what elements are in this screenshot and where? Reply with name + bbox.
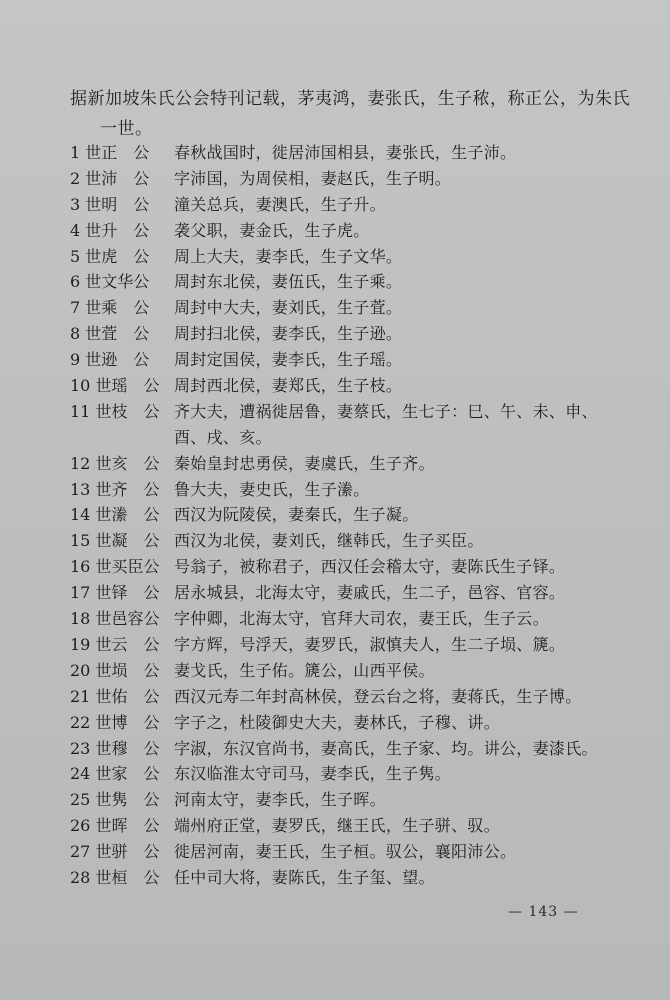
entry-text: 西汉为北侯，妻刘氏，继韩氏，生子买臣。 [174,531,484,551]
entry-row [70,528,630,554]
entry-row [70,839,630,865]
entry-row [70,140,630,166]
generation-label: 22 世博 公 [70,712,160,732]
entry-text: 齐大夫，遭祸徙居鲁，妻蔡氏，生七子：巳、午、未、申、酉、戌、亥。 [174,401,598,447]
entry-row [70,218,630,244]
entry-row [70,295,630,321]
generation-label: 14 世潫 公 [70,505,160,525]
generation-label: 21 世佑 公 [70,686,160,706]
entry-row [70,399,630,451]
generation-label: 27 世骈 公 [70,842,160,862]
generation-label: 23 世穆 公 [70,738,160,758]
entry-text: 字淑，东汉官尚书，妻高氏，生子家、均。讲公，妻漆氏。 [174,738,598,758]
entry-text: 字方辉，号浮天，妻罗氏，淑慎夫人，生二子埙、篪。 [174,634,566,654]
entry-text: 河南太守，妻李氏，生子晖。 [174,790,386,810]
generation-label: 18 世邑容公 [70,609,160,629]
entry-text: 秦始皇封忠勇侯，妻虞氏，生子齐。 [174,453,435,473]
entry-row [70,347,630,373]
generation-label: 24 世家 公 [70,764,160,784]
entry-text: 端州府正堂，妻罗氏，继王氏，生子骈、驭。 [174,816,501,836]
entry-text: 西汉元寿二年封高林侯，登云台之将，妻蒋氏，生子博。 [174,686,582,706]
generation-label: 9 世逊 公 [70,350,150,370]
entry-text: 字仲卿，北海太守，官拜大司农，妻王氏，生子云。 [174,609,549,629]
generation-label: 26 世晖 公 [70,816,160,836]
intro-line-1: 据新加坡朱氏公会特刊记载，茅夷鸿，妻张氏，生子秾，称正公，为朱氏 [70,89,630,109]
entry-row [70,554,630,580]
entry-text: 东汉临淮太守司马，妻李氏，生子隽。 [174,764,452,784]
entry-row [70,813,630,839]
entry-text: 徙居河南，妻王氏，生子桓。驭公，襄阳沛公。 [174,842,517,862]
generation-label: 2 世沛 公 [70,168,150,188]
entry-text: 春秋战国时，徙居沛国相县，妻张氏，生子沛。 [174,143,517,162]
generation-label: 10 世瑶 公 [70,376,160,396]
entry-text: 任中司大将，妻陈氏，生子玺、望。 [174,867,435,887]
entry-row [70,192,630,218]
entry-row [70,373,630,399]
generation-label: 17 世铎 公 [70,583,160,603]
intro-paragraph [70,84,630,144]
entry-text: 居永城县，北海太守，妻戚氏，生二子，邑容、官容。 [174,583,566,603]
entry-text: 周封中大夫，妻刘氏，生子萓。 [174,298,403,318]
entry-text: 字沛国，为周侯相，妻赵氏，生子明。 [174,168,452,188]
entry-text: 鲁大夫，妻史氏，生子潫。 [174,479,370,499]
entry-text: 周上大夫，妻李氏，生子文华。 [174,246,403,266]
entry-text: 潼关总兵，妻澳氏，生子升。 [174,194,386,214]
entry-text: 字子之，杜陵御史大夫，妻林氏，子穆、讲。 [174,712,501,732]
entry-row [70,787,630,813]
page-number: — 143 — [508,904,579,920]
entry-row [70,658,630,684]
generation-label: 13 世齐 公 [70,479,160,499]
entry-row [70,632,630,658]
generation-label: 6 世文华公 [70,272,150,292]
entry-row [70,321,630,347]
entry-text: 周封扫北侯，妻李氏，生子逊。 [174,324,403,344]
generation-label: 4 世升 公 [70,220,150,240]
entry-row [70,502,630,528]
entry-text: 袭父职，妻金氏，生子虎。 [174,220,370,240]
entry-text: 周封东北侯，妻伍氏，生子乘。 [174,272,403,292]
generation-label: 3 世明 公 [70,194,150,214]
entry-text: 周封定国侯，妻李氏，生子瑶。 [174,350,403,370]
generation-label: 8 世萓 公 [70,324,150,344]
generation-label: 16 世买臣公 [70,557,160,577]
generation-label: 19 世云 公 [70,634,160,654]
generation-label: 28 世桓 公 [70,867,160,887]
entry-row [70,477,630,503]
entry-row [70,684,630,710]
generation-label: 11 世枝 公 [70,401,160,421]
genealogy-list [70,140,630,891]
entry-row [70,865,630,891]
generation-label: 15 世凝 公 [70,531,160,551]
entry-text: 周封西北侯，妻郑氏，生子枝。 [174,376,403,396]
entry-row [70,166,630,192]
entry-row [70,761,630,787]
intro-line-2: 一世。 [100,119,153,139]
generation-label: 1 世正 公 [70,143,150,162]
generation-label: 5 世虎 公 [70,246,150,266]
generation-label: 20 世埙 公 [70,660,160,680]
entry-row [70,269,630,295]
entry-text: 妻戈氏，生子佑。篪公，山西平侯。 [174,660,435,680]
entry-text: 号翁子，被称君子，西汉任会稽太守，妻陈氏生子铎。 [174,557,566,577]
generation-label: 12 世亥 公 [70,453,160,473]
entry-row [70,606,630,632]
entry-row [70,244,630,270]
generation-label: 7 世乘 公 [70,298,150,318]
entry-row [70,736,630,762]
generation-label: 25 世隽 公 [70,790,160,810]
entry-row [70,451,630,477]
entry-text: 西汉为阮陵侯，妻秦氏，生子凝。 [174,505,419,525]
entry-row [70,580,630,606]
entry-row [70,710,630,736]
